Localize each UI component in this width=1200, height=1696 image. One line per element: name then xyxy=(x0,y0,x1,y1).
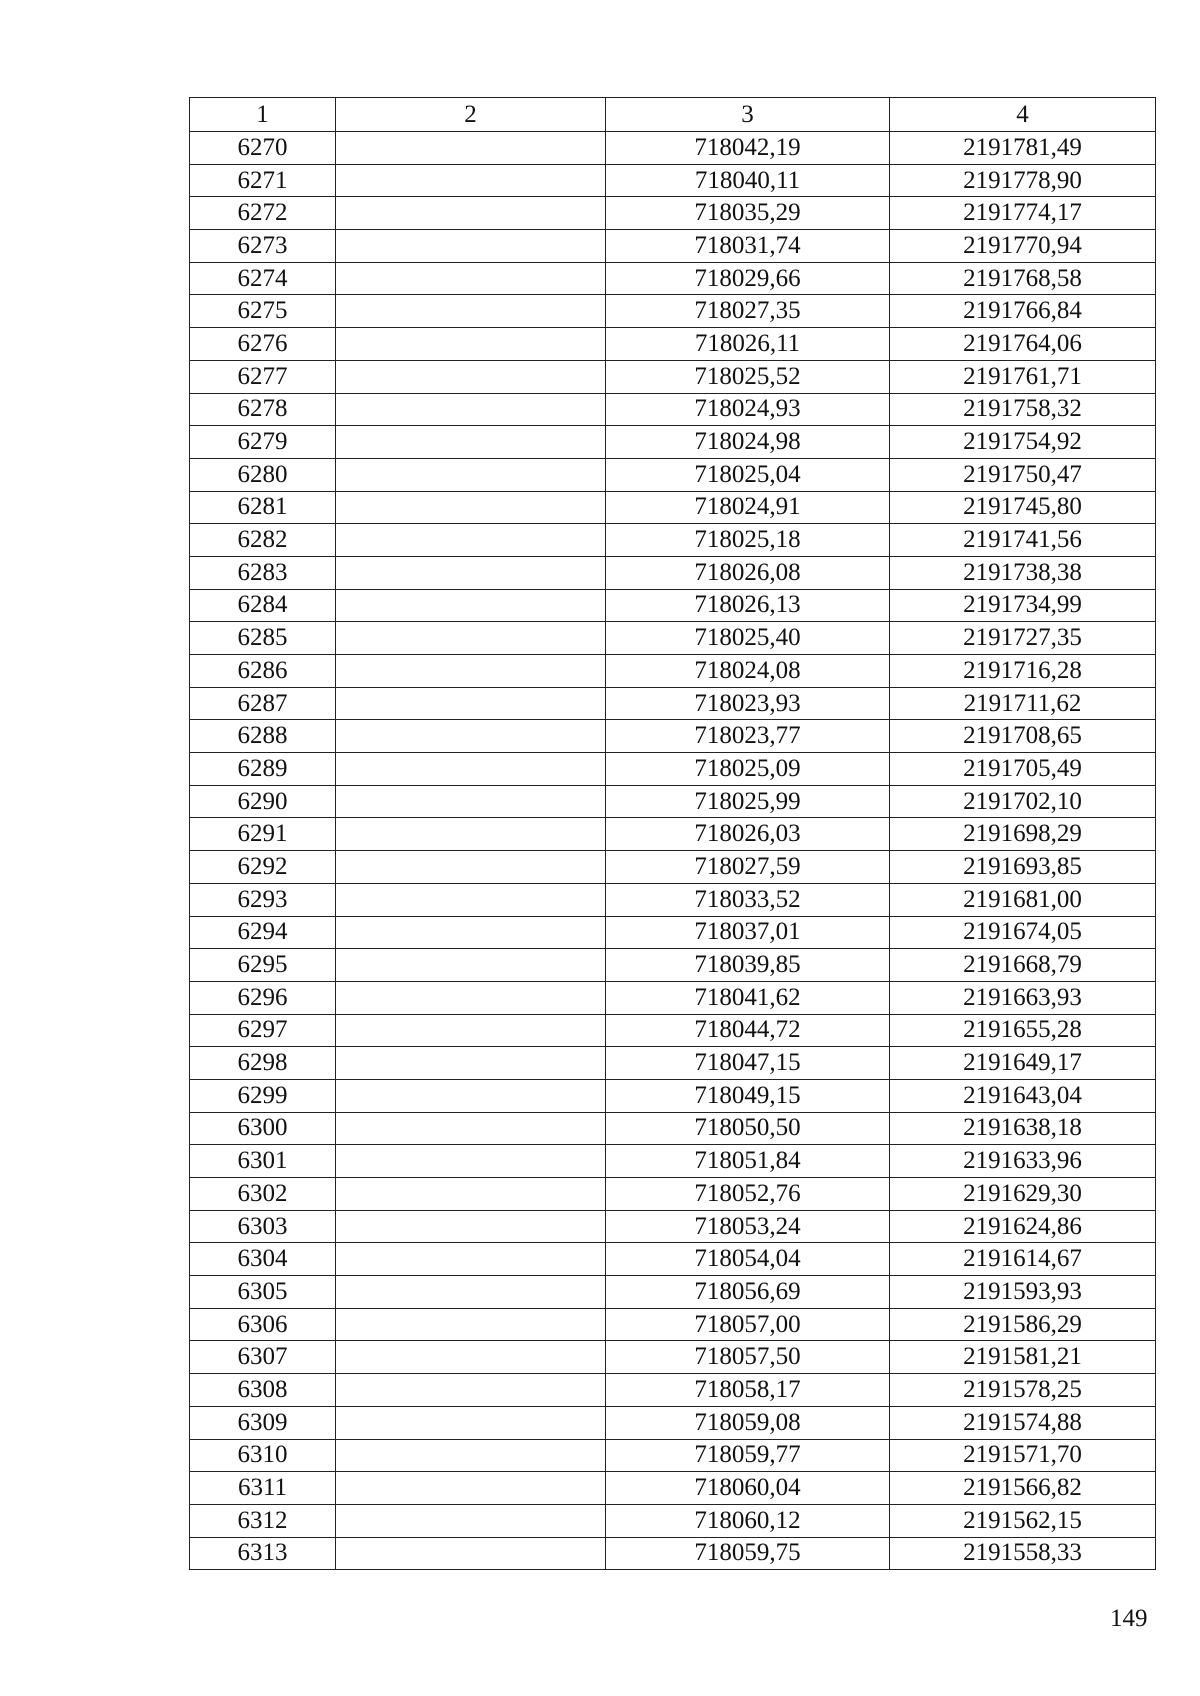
table-row xyxy=(190,1406,1156,1439)
point-number-cell: 6308 xyxy=(190,1374,336,1407)
y-coordinate-cell: 2191764,06 xyxy=(890,328,1156,361)
point-number-cell: 6274 xyxy=(190,262,336,295)
point-name-cell xyxy=(336,1210,606,1243)
point-number-cell: 6287 xyxy=(190,687,336,720)
y-coordinate-cell: 2191705,49 xyxy=(890,753,1156,786)
point-name-cell xyxy=(336,753,606,786)
table-row xyxy=(190,1047,1156,1080)
table-row xyxy=(190,1178,1156,1211)
x-coordinate-cell: 718027,35 xyxy=(606,295,890,328)
point-name-cell xyxy=(336,295,606,328)
point-name-cell xyxy=(336,1079,606,1112)
point-number-cell: 6313 xyxy=(190,1537,336,1570)
x-coordinate-cell: 718039,85 xyxy=(606,949,890,982)
y-coordinate-cell: 2191768,58 xyxy=(890,262,1156,295)
point-name-cell xyxy=(336,818,606,851)
y-coordinate-cell: 2191663,93 xyxy=(890,981,1156,1014)
x-coordinate-cell: 718025,40 xyxy=(606,622,890,655)
table-row xyxy=(190,426,1156,459)
y-coordinate-cell: 2191566,82 xyxy=(890,1472,1156,1505)
y-coordinate-cell: 2191655,28 xyxy=(890,1014,1156,1047)
x-coordinate-cell: 718024,08 xyxy=(606,655,890,688)
point-number-cell: 6281 xyxy=(190,491,336,524)
table-row xyxy=(190,360,1156,393)
table-row xyxy=(190,1308,1156,1341)
x-coordinate-cell: 718025,18 xyxy=(606,524,890,557)
y-coordinate-cell: 2191614,67 xyxy=(890,1243,1156,1276)
y-coordinate-cell: 2191754,92 xyxy=(890,426,1156,459)
y-coordinate-cell: 2191758,32 xyxy=(890,393,1156,426)
point-number-cell: 6307 xyxy=(190,1341,336,1374)
table-row xyxy=(190,818,1156,851)
x-coordinate-cell: 718059,08 xyxy=(606,1406,890,1439)
table-row xyxy=(190,1341,1156,1374)
table-row xyxy=(190,655,1156,688)
point-name-cell xyxy=(336,916,606,949)
table-row xyxy=(190,1439,1156,1472)
point-name-cell xyxy=(336,1537,606,1570)
x-coordinate-cell: 718050,50 xyxy=(606,1112,890,1145)
y-coordinate-cell: 2191708,65 xyxy=(890,720,1156,753)
point-number-cell: 6278 xyxy=(190,393,336,426)
x-coordinate-cell: 718052,76 xyxy=(606,1178,890,1211)
point-name-cell xyxy=(336,981,606,1014)
y-coordinate-cell: 2191711,62 xyxy=(890,687,1156,720)
point-name-cell xyxy=(336,262,606,295)
point-number-cell: 6275 xyxy=(190,295,336,328)
point-name-cell xyxy=(336,524,606,557)
y-coordinate-cell: 2191734,99 xyxy=(890,589,1156,622)
x-coordinate-cell: 718051,84 xyxy=(606,1145,890,1178)
table-row xyxy=(190,164,1156,197)
coordinates-table xyxy=(189,97,1156,1570)
point-number-cell: 6282 xyxy=(190,524,336,557)
table-row xyxy=(190,720,1156,753)
point-number-cell: 6277 xyxy=(190,360,336,393)
point-number-cell: 6304 xyxy=(190,1243,336,1276)
point-name-cell xyxy=(336,1374,606,1407)
table-row xyxy=(190,949,1156,982)
x-coordinate-cell: 718044,72 xyxy=(606,1014,890,1047)
y-coordinate-cell: 2191562,15 xyxy=(890,1504,1156,1537)
y-coordinate-cell: 2191778,90 xyxy=(890,164,1156,197)
point-name-cell xyxy=(336,1112,606,1145)
y-coordinate-cell: 2191668,79 xyxy=(890,949,1156,982)
table-row xyxy=(190,132,1156,165)
point-name-cell xyxy=(336,1047,606,1080)
point-name-cell xyxy=(336,164,606,197)
table-row xyxy=(190,393,1156,426)
point-name-cell xyxy=(336,1504,606,1537)
point-number-cell: 6283 xyxy=(190,556,336,589)
point-name-cell xyxy=(336,785,606,818)
x-coordinate-cell: 718049,15 xyxy=(606,1079,890,1112)
point-number-cell: 6290 xyxy=(190,785,336,818)
table-header xyxy=(190,98,1156,132)
point-name-cell xyxy=(336,1145,606,1178)
table-row xyxy=(190,1112,1156,1145)
table-row xyxy=(190,295,1156,328)
x-coordinate-cell: 718026,03 xyxy=(606,818,890,851)
point-number-cell: 6292 xyxy=(190,851,336,884)
y-coordinate-cell: 2191633,96 xyxy=(890,1145,1156,1178)
point-name-cell xyxy=(336,949,606,982)
point-number-cell: 6291 xyxy=(190,818,336,851)
point-number-cell: 6296 xyxy=(190,981,336,1014)
point-number-cell: 6279 xyxy=(190,426,336,459)
point-number-cell: 6305 xyxy=(190,1276,336,1309)
point-name-cell xyxy=(336,589,606,622)
point-name-cell xyxy=(336,426,606,459)
point-name-cell xyxy=(336,458,606,491)
x-coordinate-cell: 718060,04 xyxy=(606,1472,890,1505)
y-coordinate-cell: 2191781,49 xyxy=(890,132,1156,165)
point-name-cell xyxy=(336,687,606,720)
point-name-cell xyxy=(336,328,606,361)
point-number-cell: 6286 xyxy=(190,655,336,688)
point-number-cell: 6302 xyxy=(190,1178,336,1211)
y-coordinate-cell: 2191761,71 xyxy=(890,360,1156,393)
point-number-cell: 6285 xyxy=(190,622,336,655)
y-coordinate-cell: 2191624,86 xyxy=(890,1210,1156,1243)
table-body xyxy=(190,132,1156,1570)
table-row xyxy=(190,622,1156,655)
x-coordinate-cell: 718027,59 xyxy=(606,851,890,884)
point-number-cell: 6301 xyxy=(190,1145,336,1178)
x-coordinate-cell: 718042,19 xyxy=(606,132,890,165)
table-row xyxy=(190,197,1156,230)
y-coordinate-cell: 2191586,29 xyxy=(890,1308,1156,1341)
point-name-cell xyxy=(336,556,606,589)
y-coordinate-cell: 2191716,28 xyxy=(890,655,1156,688)
y-coordinate-cell: 2191698,29 xyxy=(890,818,1156,851)
x-coordinate-cell: 718024,93 xyxy=(606,393,890,426)
x-coordinate-cell: 718024,91 xyxy=(606,491,890,524)
table-row xyxy=(190,230,1156,263)
x-coordinate-cell: 718025,09 xyxy=(606,753,890,786)
x-coordinate-cell: 718053,24 xyxy=(606,1210,890,1243)
table-row xyxy=(190,883,1156,916)
x-coordinate-cell: 718057,00 xyxy=(606,1308,890,1341)
y-coordinate-cell: 2191681,00 xyxy=(890,883,1156,916)
x-coordinate-cell: 718054,04 xyxy=(606,1243,890,1276)
header-col-3: 3 xyxy=(606,98,890,132)
table-row xyxy=(190,1210,1156,1243)
y-coordinate-cell: 2191574,88 xyxy=(890,1406,1156,1439)
y-coordinate-cell: 2191774,17 xyxy=(890,197,1156,230)
point-name-cell xyxy=(336,1276,606,1309)
y-coordinate-cell: 2191638,18 xyxy=(890,1112,1156,1145)
point-name-cell xyxy=(336,491,606,524)
table-row xyxy=(190,589,1156,622)
x-coordinate-cell: 718029,66 xyxy=(606,262,890,295)
point-number-cell: 6276 xyxy=(190,328,336,361)
y-coordinate-cell: 2191738,38 xyxy=(890,556,1156,589)
x-coordinate-cell: 718060,12 xyxy=(606,1504,890,1537)
table-row xyxy=(190,1504,1156,1537)
point-number-cell: 6297 xyxy=(190,1014,336,1047)
header-col-1: 1 xyxy=(190,98,336,132)
point-number-cell: 6273 xyxy=(190,230,336,263)
x-coordinate-cell: 718035,29 xyxy=(606,197,890,230)
table-row xyxy=(190,687,1156,720)
table-row xyxy=(190,328,1156,361)
point-name-cell xyxy=(336,655,606,688)
table-row xyxy=(190,1014,1156,1047)
point-number-cell: 6295 xyxy=(190,949,336,982)
point-name-cell xyxy=(336,1341,606,1374)
table-row xyxy=(190,1145,1156,1178)
x-coordinate-cell: 718033,52 xyxy=(606,883,890,916)
table-row xyxy=(190,491,1156,524)
point-name-cell xyxy=(336,1014,606,1047)
x-coordinate-cell: 718025,04 xyxy=(606,458,890,491)
point-number-cell: 6294 xyxy=(190,916,336,949)
header-row xyxy=(190,98,1156,132)
point-number-cell: 6299 xyxy=(190,1079,336,1112)
y-coordinate-cell: 2191578,25 xyxy=(890,1374,1156,1407)
point-number-cell: 6272 xyxy=(190,197,336,230)
y-coordinate-cell: 2191770,94 xyxy=(890,230,1156,263)
table-row xyxy=(190,1243,1156,1276)
table-row xyxy=(190,524,1156,557)
x-coordinate-cell: 718023,93 xyxy=(606,687,890,720)
point-number-cell: 6303 xyxy=(190,1210,336,1243)
table-row xyxy=(190,262,1156,295)
page-number: 149 xyxy=(1110,1605,1148,1632)
y-coordinate-cell: 2191581,21 xyxy=(890,1341,1156,1374)
table-row xyxy=(190,1537,1156,1570)
x-coordinate-cell: 718056,69 xyxy=(606,1276,890,1309)
y-coordinate-cell: 2191693,85 xyxy=(890,851,1156,884)
table-row xyxy=(190,1276,1156,1309)
table-row xyxy=(190,1079,1156,1112)
point-name-cell xyxy=(336,393,606,426)
point-name-cell xyxy=(336,132,606,165)
table-row xyxy=(190,1374,1156,1407)
y-coordinate-cell: 2191629,30 xyxy=(890,1178,1156,1211)
x-coordinate-cell: 718059,77 xyxy=(606,1439,890,1472)
x-coordinate-cell: 718024,98 xyxy=(606,426,890,459)
y-coordinate-cell: 2191750,47 xyxy=(890,458,1156,491)
table-row xyxy=(190,785,1156,818)
y-coordinate-cell: 2191745,80 xyxy=(890,491,1156,524)
point-number-cell: 6271 xyxy=(190,164,336,197)
x-coordinate-cell: 718040,11 xyxy=(606,164,890,197)
table-row xyxy=(190,851,1156,884)
x-coordinate-cell: 718023,77 xyxy=(606,720,890,753)
x-coordinate-cell: 718031,74 xyxy=(606,230,890,263)
x-coordinate-cell: 718058,17 xyxy=(606,1374,890,1407)
point-number-cell: 6310 xyxy=(190,1439,336,1472)
point-name-cell xyxy=(336,1439,606,1472)
y-coordinate-cell: 2191571,70 xyxy=(890,1439,1156,1472)
table-row xyxy=(190,458,1156,491)
x-coordinate-cell: 718025,99 xyxy=(606,785,890,818)
x-coordinate-cell: 718059,75 xyxy=(606,1537,890,1570)
point-number-cell: 6311 xyxy=(190,1472,336,1505)
point-name-cell xyxy=(336,197,606,230)
x-coordinate-cell: 718047,15 xyxy=(606,1047,890,1080)
x-coordinate-cell: 718025,52 xyxy=(606,360,890,393)
y-coordinate-cell: 2191674,05 xyxy=(890,916,1156,949)
y-coordinate-cell: 2191649,17 xyxy=(890,1047,1156,1080)
y-coordinate-cell: 2191702,10 xyxy=(890,785,1156,818)
point-name-cell xyxy=(336,360,606,393)
y-coordinate-cell: 2191593,93 xyxy=(890,1276,1156,1309)
point-name-cell xyxy=(336,1472,606,1505)
y-coordinate-cell: 2191741,56 xyxy=(890,524,1156,557)
x-coordinate-cell: 718026,13 xyxy=(606,589,890,622)
point-number-cell: 6306 xyxy=(190,1308,336,1341)
point-number-cell: 6312 xyxy=(190,1504,336,1537)
y-coordinate-cell: 2191643,04 xyxy=(890,1079,1156,1112)
point-name-cell xyxy=(336,1406,606,1439)
x-coordinate-cell: 718041,62 xyxy=(606,981,890,1014)
point-number-cell: 6270 xyxy=(190,132,336,165)
point-number-cell: 6300 xyxy=(190,1112,336,1145)
point-number-cell: 6288 xyxy=(190,720,336,753)
table-row xyxy=(190,981,1156,1014)
y-coordinate-cell: 2191558,33 xyxy=(890,1537,1156,1570)
y-coordinate-cell: 2191727,35 xyxy=(890,622,1156,655)
x-coordinate-cell: 718057,50 xyxy=(606,1341,890,1374)
point-name-cell xyxy=(336,622,606,655)
header-col-4: 4 xyxy=(890,98,1156,132)
x-coordinate-cell: 718026,08 xyxy=(606,556,890,589)
point-name-cell xyxy=(336,1308,606,1341)
point-number-cell: 6284 xyxy=(190,589,336,622)
point-name-cell xyxy=(336,883,606,916)
point-number-cell: 6309 xyxy=(190,1406,336,1439)
point-number-cell: 6280 xyxy=(190,458,336,491)
point-number-cell: 6293 xyxy=(190,883,336,916)
point-name-cell xyxy=(336,1243,606,1276)
x-coordinate-cell: 718037,01 xyxy=(606,916,890,949)
point-name-cell xyxy=(336,720,606,753)
header-col-2: 2 xyxy=(336,98,606,132)
point-name-cell xyxy=(336,851,606,884)
table-row xyxy=(190,1472,1156,1505)
point-number-cell: 6289 xyxy=(190,753,336,786)
point-number-cell: 6298 xyxy=(190,1047,336,1080)
table-row xyxy=(190,753,1156,786)
table-row xyxy=(190,916,1156,949)
x-coordinate-cell: 718026,11 xyxy=(606,328,890,361)
point-name-cell xyxy=(336,230,606,263)
table-row xyxy=(190,556,1156,589)
point-name-cell xyxy=(336,1178,606,1211)
y-coordinate-cell: 2191766,84 xyxy=(890,295,1156,328)
